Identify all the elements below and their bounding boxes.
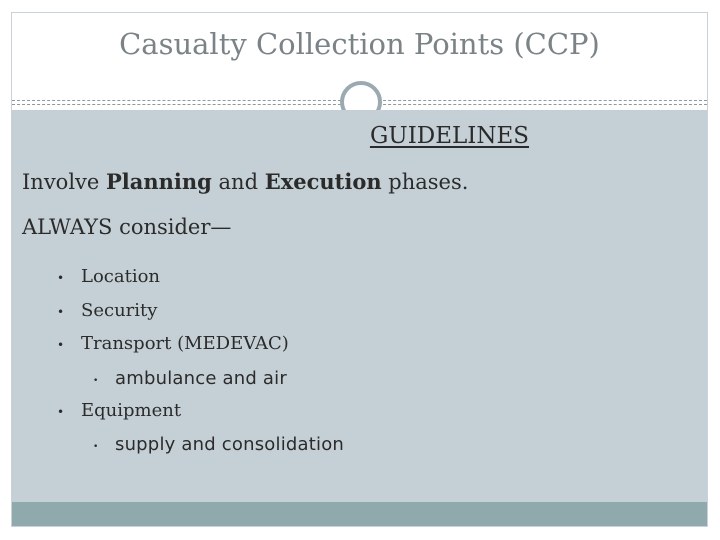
intro-planning: Planning [106,169,212,194]
bullet-label: Transport (MEDEVAC) [81,333,289,354]
sub-bullet-icon: • [93,442,99,452]
intro-line [22,169,468,194]
sub-bullet-ambulance [93,368,287,389]
bullet-label: Location [81,266,161,287]
sub-bullet-label: supply and consolidation [115,434,345,455]
intro-prefix: Involve [22,170,107,194]
intro-suffix: phases. [381,170,469,194]
bullet-icon: • [57,338,65,352]
intro-execution: Execution [264,169,382,194]
bullet-item-location [57,266,161,287]
content-area [12,110,707,502]
bullet-label: Equipment [81,400,182,421]
bullet-item-security [57,300,158,321]
bullet-label: Security [81,300,158,321]
sub-bullet-icon: • [93,376,99,386]
bullet-icon: • [57,405,65,419]
intro-middle: and [211,170,265,194]
sub-bullet-supply [93,434,345,455]
slide [11,12,708,527]
consider-line: ALWAYS consider— [22,215,232,239]
footer-bar [12,502,707,526]
slide-title: Casualty Collection Points (CCP) [119,27,600,61]
sub-bullet-label: ambulance and air [115,368,287,389]
guidelines-heading: GUIDELINES [369,123,530,149]
bullet-item-equipment [57,400,182,421]
bullet-icon: • [57,271,65,285]
bullet-icon: • [57,305,65,319]
guidelines-heading-wrap [12,123,707,149]
bullet-item-transport [57,333,289,354]
